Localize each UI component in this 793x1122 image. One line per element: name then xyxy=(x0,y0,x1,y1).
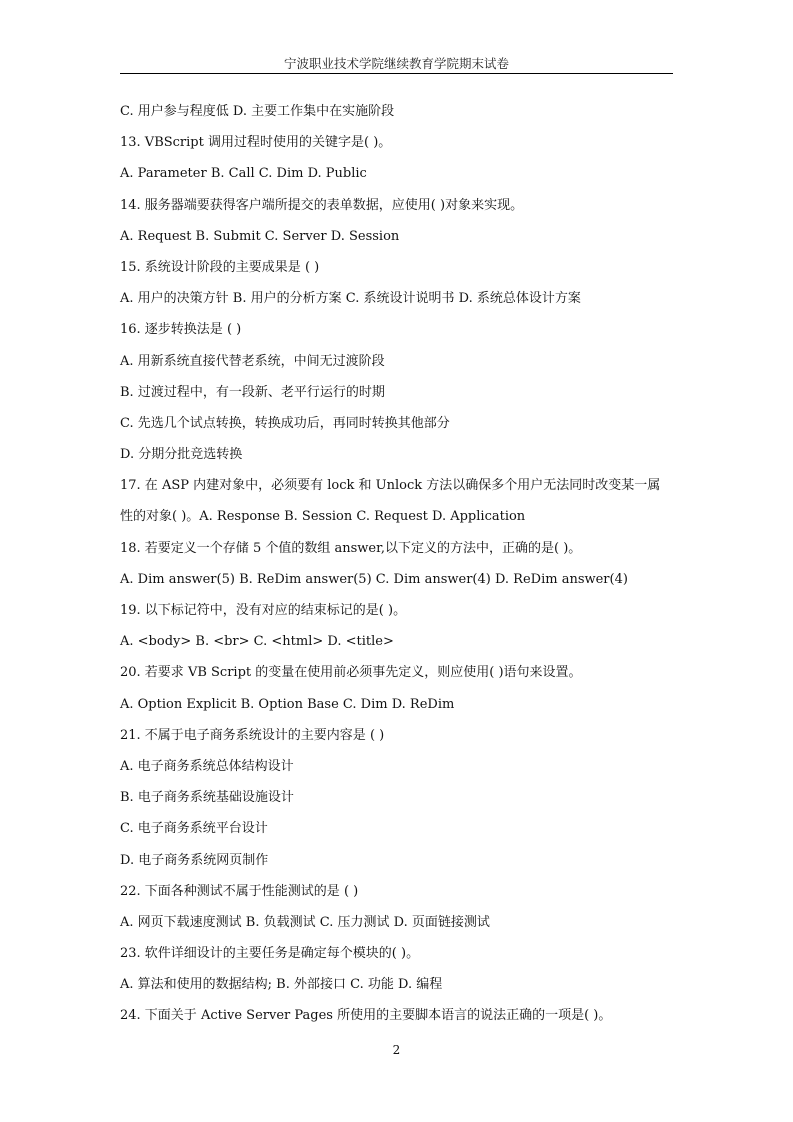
options-22: A. 网页下载速度测试 B. 负载测试 C. 压力测试 D. 页面链接测试 xyxy=(120,914,490,930)
question-14: 14. 服务器端要获得客户端所提交的表单数据，应使用( )对象来实现。 xyxy=(120,197,524,213)
question-15: 15. 系统设计阶段的主要成果是 ( ) xyxy=(120,259,320,275)
question-22: 22. 下面各种测试不属于性能测试的是 ( ) xyxy=(120,883,359,899)
question-18: 18. 若要定义一个存储 5 个值的数组 answer,以下定义的方法中，正确的是( )。 xyxy=(120,540,582,556)
options-13: A. Parameter B. Call C. Dim D. Public xyxy=(120,166,367,182)
options-18: A. Dim answer(5) B. ReDim answer(5) C. Dim answer(4) D. ReDim answer(4) xyxy=(120,571,628,587)
exam-content xyxy=(120,102,680,1038)
option-16-b: B. 过渡过程中，有一段新、老平行运行的时期 xyxy=(120,384,385,400)
question-21: 21. 不属于电子商务系统设计的主要内容是 ( ) xyxy=(120,727,385,743)
option-16-d: D. 分期分批竞选转换 xyxy=(120,447,243,463)
option-16-a: A. 用新系统直接代替老系统，中间无过渡阶段 xyxy=(120,353,385,369)
options-19: A. <body> B. <br> C. <html> D. <title> xyxy=(120,634,394,650)
question-16: 16. 逐步转换法是 ( ) xyxy=(120,322,242,338)
option-21-c: C. 电子商务系统平台设计 xyxy=(120,821,268,837)
page-number: 2 xyxy=(392,1043,401,1057)
header-divider xyxy=(120,73,673,74)
option-21-a: A. 电子商务系统总体结构设计 xyxy=(120,758,294,774)
options-15: A. 用户的决策方针 B. 用户的分析方案 C. 系统设计说明书 D. 系统总体设计方案 xyxy=(120,291,581,307)
option-21-b: B. 电子商务系统基础设施设计 xyxy=(120,790,294,806)
text-line: C. 用户参与程度低 D. 主要工作集中在实施阶段 xyxy=(120,104,395,119)
question-19: 19. 以下标记符中，没有对应的结束标记的是( )。 xyxy=(120,603,407,618)
options-20: A. Option Explicit B. Option Base C. Dim D. ReDim xyxy=(120,696,455,712)
question-17: 17. 在 ASP 内建对象中，必须要有 lock 和 Unlock 方法以确保多个用户无法同时改变某一属 xyxy=(120,478,661,494)
question-13: 13. VBScript 调用过程时使用的关键字是( )。 xyxy=(120,135,392,151)
question-24: 24. 下面关于 Active Server Pages 所使用的主要脚本语言的说法正确的一项是( )。 xyxy=(120,1008,612,1024)
page-header-title: 宁波职业技术学院继续教育学院期末试卷 xyxy=(283,56,509,71)
option-21-d: D. 电子商务系统网页制作 xyxy=(120,852,269,868)
question-23: 23. 软件详细设计的主要任务是确定每个模块的( )。 xyxy=(120,946,420,962)
question-20: 20. 若要求 VB Script 的变量在使用前必须事先定义，则应使用( )语句来设置。 xyxy=(120,665,582,681)
question-17-continued: 性的对象( )。A. Response B. Session C. Request D. Application xyxy=(120,509,526,525)
option-16-c: C. 先选几个试点转换，转换成功后，再同时转换其他部分 xyxy=(120,415,450,431)
options-14: A. Request B. Submit C. Server D. Session xyxy=(120,228,400,244)
options-23: A. 算法和使用的数据结构; B. 外部接口 C. 功能 D. 编程 xyxy=(120,977,443,993)
